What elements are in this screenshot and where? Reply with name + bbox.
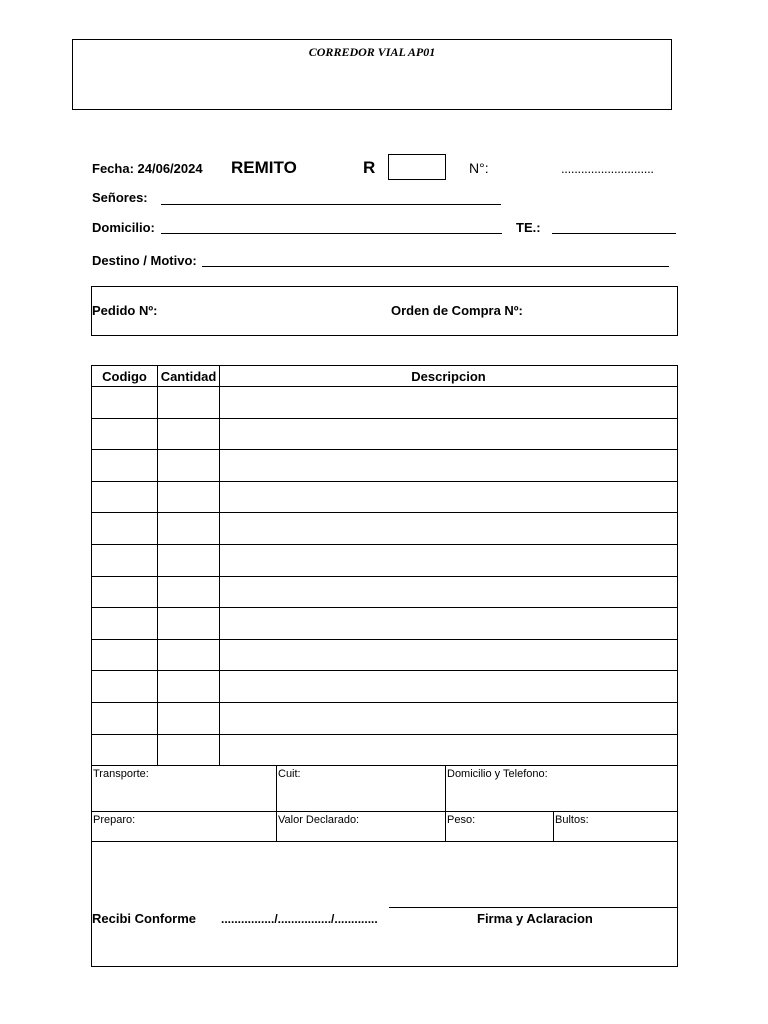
senores-label: Señores: — [92, 190, 148, 205]
cantidad-cell[interactable] — [158, 387, 220, 419]
recibi-label: Recibi Conforme — [92, 911, 197, 926]
descripcion-cell[interactable] — [220, 418, 678, 450]
table-row — [92, 639, 678, 671]
codigo-cell[interactable] — [92, 418, 158, 450]
descripcion-cell[interactable] — [220, 639, 678, 671]
cantidad-cell[interactable] — [158, 544, 220, 576]
codigo-cell[interactable] — [92, 576, 158, 608]
col-cantidad: Cantidad — [158, 366, 220, 387]
col-codigo: Codigo — [92, 366, 158, 387]
company-title: CORREDOR VIAL AP01 — [308, 45, 436, 59]
col-descripcion: Descripcion — [220, 366, 678, 387]
descripcion-cell[interactable] — [220, 481, 678, 513]
items-body — [92, 387, 678, 766]
table-row — [92, 576, 678, 608]
cantidad-cell[interactable] — [158, 702, 220, 734]
domicilio-label: Domicilio: — [92, 220, 155, 235]
bultos-label: Bultos: — [555, 814, 589, 826]
table-header-row — [92, 366, 678, 387]
cantidad-cell[interactable] — [158, 734, 220, 766]
doc-type: REMITO — [231, 158, 297, 177]
destino-line[interactable] — [202, 266, 669, 267]
cuit-cell[interactable] — [276, 765, 446, 812]
codigo-cell[interactable] — [92, 639, 158, 671]
valor-declarado-cell[interactable] — [276, 811, 446, 842]
te-line[interactable] — [552, 233, 676, 234]
cantidad-cell[interactable] — [158, 418, 220, 450]
descripcion-cell[interactable] — [220, 608, 678, 640]
preparo-label: Preparo: — [93, 814, 136, 826]
letter-box[interactable] — [388, 154, 446, 180]
codigo-cell[interactable] — [92, 544, 158, 576]
senores-line[interactable] — [161, 204, 501, 205]
codigo-cell[interactable] — [92, 387, 158, 419]
peso-label: Peso: — [447, 814, 476, 826]
codigo-cell[interactable] — [92, 481, 158, 513]
fecha-label: Fecha: 24/06/2024 — [92, 161, 203, 176]
signature-line[interactable] — [389, 907, 678, 908]
signature-box — [91, 841, 678, 967]
descripcion-cell[interactable] — [220, 576, 678, 608]
cantidad-cell[interactable] — [158, 450, 220, 482]
bultos-cell[interactable] — [553, 811, 678, 842]
table-row — [92, 513, 678, 545]
descripcion-cell[interactable] — [220, 702, 678, 734]
codigo-cell[interactable] — [92, 450, 158, 482]
codigo-cell[interactable] — [92, 734, 158, 766]
codigo-cell[interactable] — [92, 702, 158, 734]
transporte-label: Transporte: — [93, 768, 149, 780]
descripcion-cell[interactable] — [220, 544, 678, 576]
table-row — [92, 702, 678, 734]
header-box — [72, 39, 672, 110]
te-label: TE.: — [516, 220, 541, 235]
order-box — [91, 286, 678, 336]
table-row — [92, 387, 678, 419]
cantidad-cell[interactable] — [158, 639, 220, 671]
table-row — [92, 734, 678, 766]
descripcion-cell[interactable] — [220, 450, 678, 482]
codigo-cell[interactable] — [92, 671, 158, 703]
table-row — [92, 450, 678, 482]
table-row — [92, 671, 678, 703]
table-row — [92, 608, 678, 640]
items-table — [91, 365, 678, 766]
cantidad-cell[interactable] — [158, 608, 220, 640]
preparo-cell[interactable] — [91, 811, 277, 842]
peso-cell[interactable] — [445, 811, 554, 842]
numero-label: N°: — [469, 160, 489, 176]
domicilio-tel-label: Domicilio y Telefono: — [447, 768, 548, 780]
table-row — [92, 544, 678, 576]
destino-label: Destino / Motivo: — [92, 253, 197, 268]
cantidad-cell[interactable] — [158, 513, 220, 545]
domicilio-line[interactable] — [161, 233, 502, 234]
pedido-label: Pedido Nº: — [92, 303, 158, 318]
valor-declarado-label: Valor Declarado: — [278, 814, 360, 826]
descripcion-cell[interactable] — [220, 734, 678, 766]
descripcion-cell[interactable] — [220, 513, 678, 545]
codigo-cell[interactable] — [92, 608, 158, 640]
descripcion-cell[interactable] — [220, 671, 678, 703]
cantidad-cell[interactable] — [158, 576, 220, 608]
descripcion-cell[interactable] — [220, 387, 678, 419]
transporte-cell[interactable] — [91, 765, 277, 812]
date-dots[interactable]: ................/................/............. — [221, 912, 378, 926]
firma-label: Firma y Aclaracion — [477, 911, 593, 926]
table-row — [92, 481, 678, 513]
letter-r: R — [363, 158, 376, 177]
cuit-label: Cuit: — [278, 768, 301, 780]
cantidad-cell[interactable] — [158, 671, 220, 703]
domicilio-tel-cell[interactable] — [445, 765, 678, 812]
orden-compra-label: Orden de Compra Nº: — [391, 303, 523, 318]
table-row — [92, 418, 678, 450]
numero-dots[interactable]: ............................ — [561, 161, 654, 176]
cantidad-cell[interactable] — [158, 481, 220, 513]
codigo-cell[interactable] — [92, 513, 158, 545]
